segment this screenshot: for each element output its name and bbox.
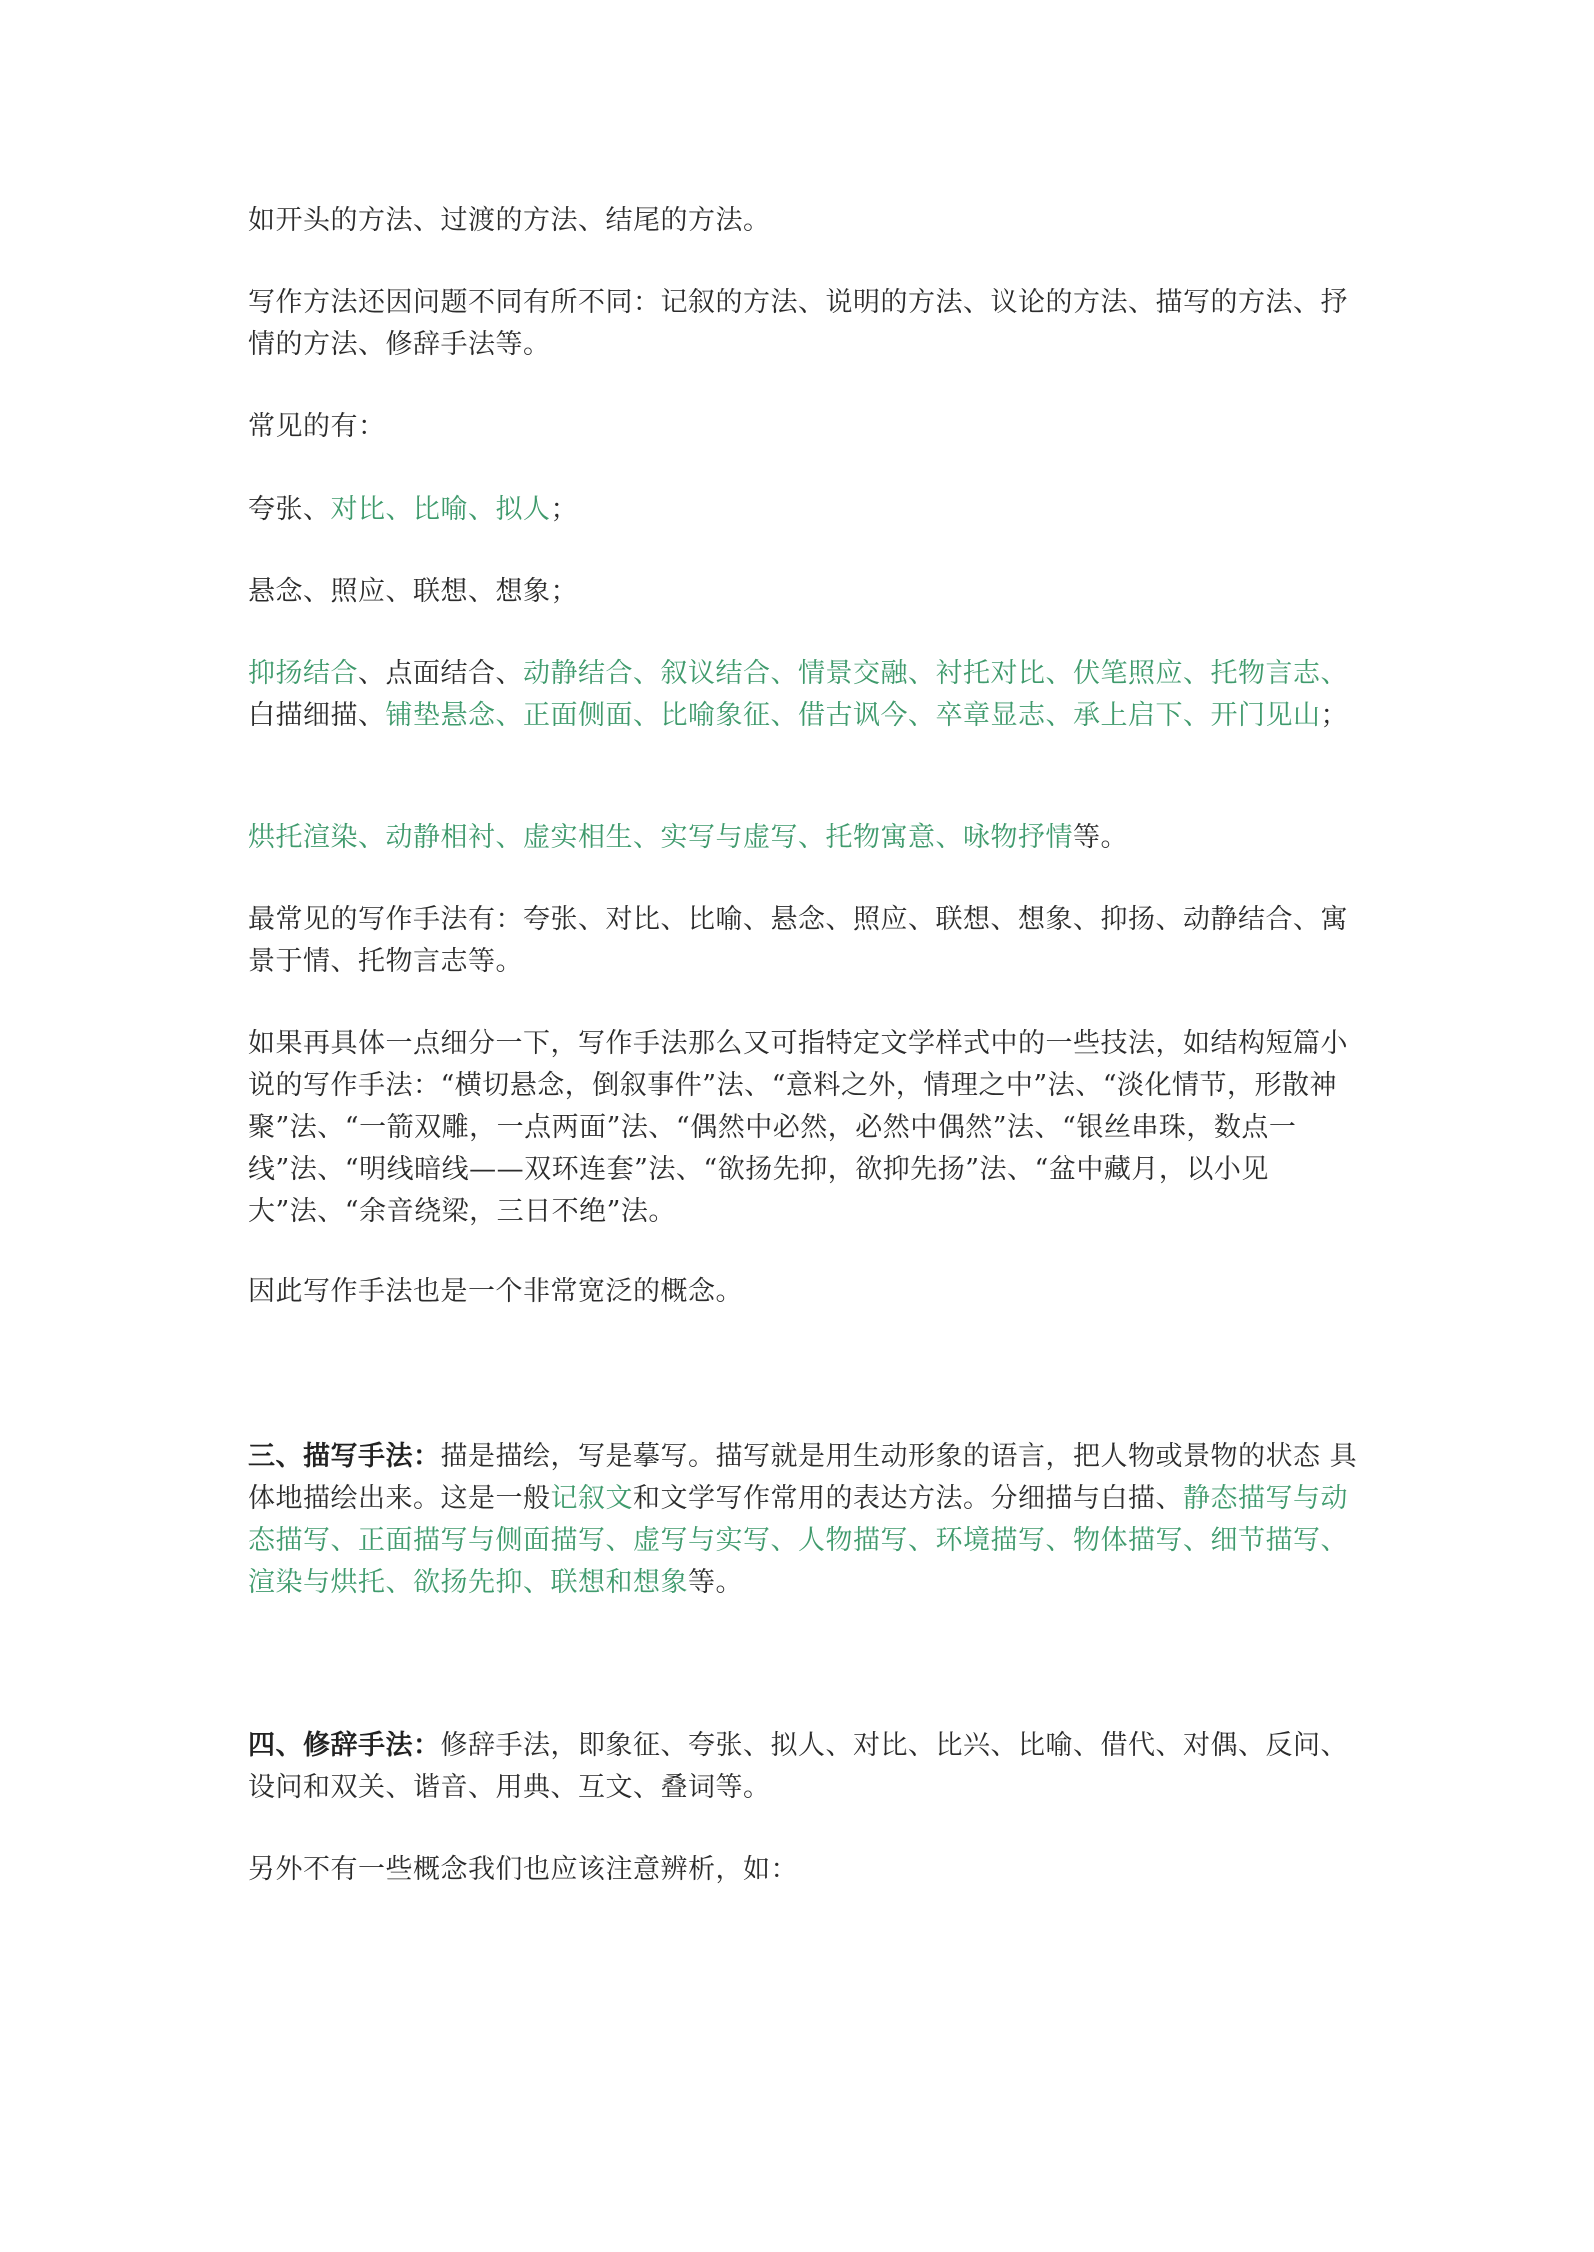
link-segment[interactable]: 对比、比喻、拟人 — [330, 494, 551, 525]
paragraph-opening-methods: 如开头的方法、过渡的方法、结尾的方法。 — [248, 205, 771, 236]
section-heading: 三、描写手法： — [248, 1441, 441, 1472]
paragraph-short-story-techniques: 如果再具体一点细分一下，写作手法那么又可指特定文学样式中的一些技法，如结构短篇小说的写作手法：“横切悬念，倒叙事件”法、“意料之外，情理之中”法、“淡化情节，形散神聚”法、“一箭双雕，一点两面”法、“偶然中必然，必然中偶然”法、“银丝串珠，数点一线”法、“明线暗线——双环连套”法、“欲扬先抑，欲抑先扬”法、“盆中藏月，以小见大”法、“余音绕梁，三日不绝”法。 — [248, 1028, 1348, 1227]
link-segment[interactable]: 记叙文 — [550, 1483, 633, 1514]
text-segment: 、点面结合、 — [358, 658, 523, 689]
paragraph-suspense-list: 悬念、照应、联想、想象； — [248, 576, 578, 607]
paragraph-rhetoric-list — [248, 489, 1358, 531]
paragraph-rhetorical-devices — [248, 1725, 1358, 1809]
section-heading: 四、修辞手法： — [248, 1730, 441, 1761]
text-segment: 等。 — [688, 1567, 743, 1598]
paragraph-common-heading: 常见的有： — [248, 411, 386, 442]
text-segment: 和文学写作常用的表达方法。分细描与白描、 — [633, 1483, 1183, 1514]
paragraph-writing-methods: 写作方法还因问题不同有所不同：记叙的方法、说明的方法、议论的方法、描写的方法、抒情的方法、修辞手法等。 — [248, 287, 1348, 360]
text-segment: 夸张、 — [248, 494, 331, 525]
paragraph-technique-list — [248, 653, 1358, 737]
text-segment: ； — [550, 494, 578, 525]
paragraph-description-methods — [248, 1436, 1358, 1604]
link-segment[interactable]: 动静结合、叙议结合、情景交融、衬托对比、伏笔照应、托物言志、 — [523, 658, 1348, 689]
link-segment[interactable]: 静态描写与动态描写、正面描写与侧面描写、虚写与实写、人物描写、环境描写、物体描写、细节描写、渲染与烘托、欲扬先抑、联想和想象 — [248, 1483, 1348, 1598]
paragraph-most-common: 最常见的写作手法有：夸张、对比、比喻、悬念、照应、联想、想象、抑扬、动静结合、寓景于情、托物言志等。 — [248, 904, 1348, 977]
link-segment[interactable]: 烘托渲染、动静相衬、虚实相生、实写与虚写、托物寓意、咏物抒情 — [248, 822, 1073, 853]
paragraph-broad-concept: 因此写作手法也是一个非常宽泛的概念。 — [248, 1276, 743, 1307]
text-segment: 白描细描、 — [248, 700, 386, 731]
text-segment: 修辞手法，即象征、夸张、拟人、对比、比兴、比喻、借代、对偶、反问、设问和双关、谐音、用典、互文、叠词等。 — [248, 1730, 1348, 1803]
text-segment: ； — [1320, 700, 1348, 731]
link-segment[interactable]: 抑扬结合 — [248, 658, 358, 689]
text-segment: 描是描绘，写是摹写。描写就是用生动形象的语言，把人物或景物的状态 具体地描绘出来。这是一般 — [248, 1441, 1358, 1514]
text-segment: 等。 — [1073, 822, 1128, 853]
link-segment[interactable]: 铺垫悬念、正面侧面、比喻象征、借古讽今、卒章显志、承上启下、开门见山 — [385, 700, 1321, 731]
paragraph-contrast-list — [248, 817, 1358, 859]
paragraph-concept-note: 另外不有一些概念我们也应该注意辨析，如： — [248, 1854, 798, 1885]
